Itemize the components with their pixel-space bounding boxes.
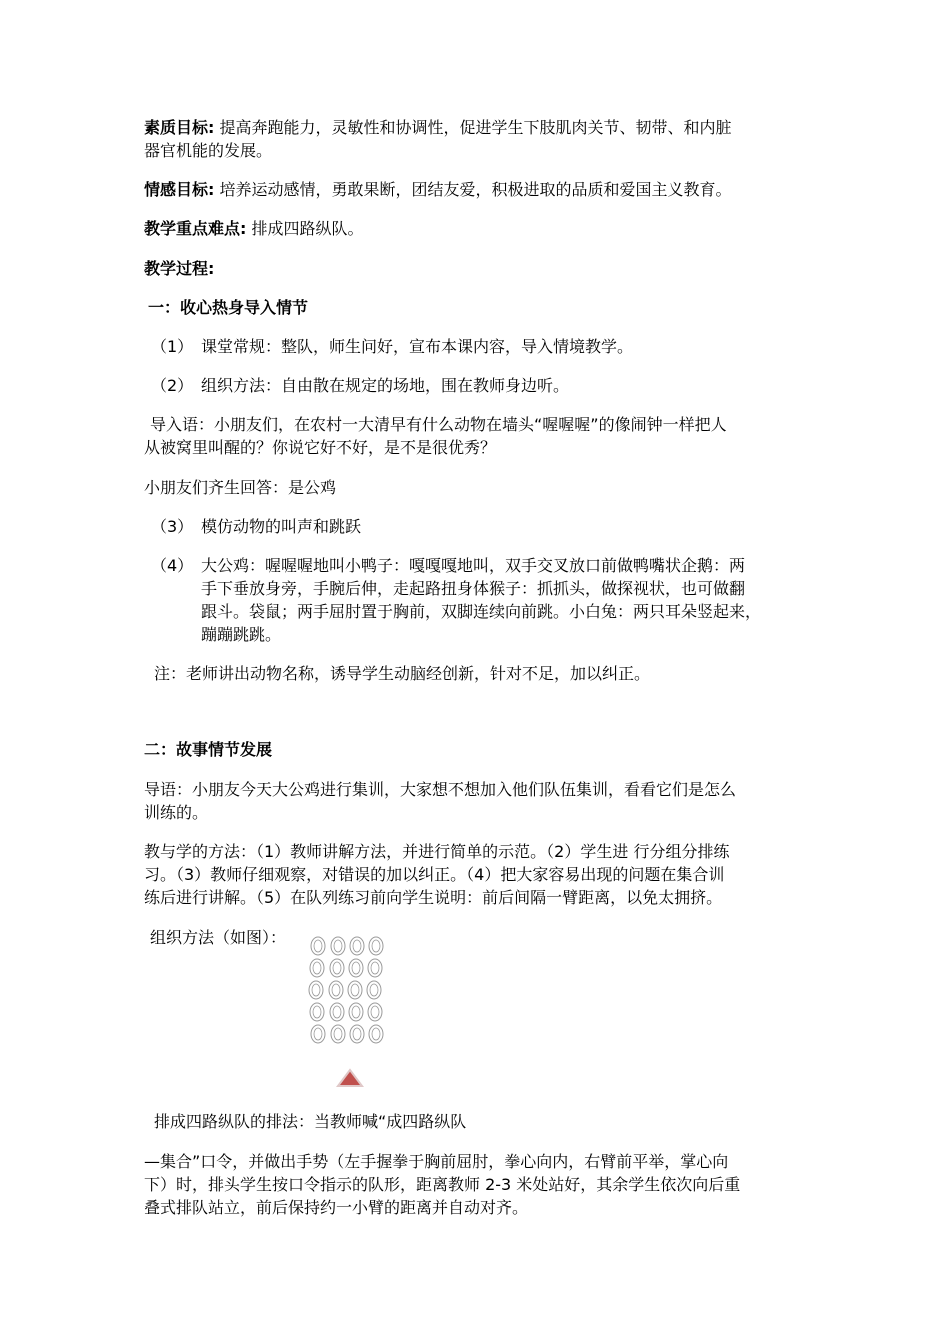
student-marker-inner [313,962,321,974]
section1-note: 注：老师讲出动物名称，诱导学生动脑经创新，针对不足，加以纠正。 [154,664,651,683]
section1-heading: 一：收心热身导入情节 [148,298,309,317]
quality-goal-line1 [144,116,812,139]
student-marker-inner [314,1028,322,1040]
methods-line1: 教与学的方法：（1）教师讲解方法，并进行简单的示范。（2）学生进 行分组分排练 [144,842,730,861]
key-points-text: 排成四路纵队。 [251,219,364,238]
intro-line2: 从被窝里叫醒的？你说它好不好，是不是很优秀？ [144,438,497,457]
student-marker-inner [313,1006,321,1018]
quality-goal-text: 提高奔跑能力，灵敏性和协调性，促进学生下肢肌肉关节、韧带、和内脏 [219,118,732,137]
student-marker-inner [314,940,322,952]
intro-line1: 导入语：小朋友们，在农村一大清早有什么动物在墙头“喔喔喔”的像闹钟一样把人 [150,415,727,434]
section2-heading: 二：故事情节发展 [144,740,273,759]
formation-diagram [300,930,400,1090]
student-formation [309,937,383,1043]
item4-line3: 跟斗。袋鼠；两手屈肘置于胸前，双脚连续向前跳。小白兔：两只耳朵竖起来， [201,602,762,621]
methods-line2: 习。（3）教师仔细观察，对错误的加以纠正。（4）把大家容易出现的问题在集合训 [144,865,725,884]
student-marker-inner [353,940,361,952]
item1-number: （1） [151,337,194,356]
organization-label: 组织方法（如图）： [150,928,287,947]
student-marker-inner [332,984,340,996]
guide-line1: 导语：小朋友今天大公鸡进行集训，大家想不想加入他们队伍集训，看看它们是怎么 [144,780,737,799]
student-marker-inner [371,962,379,974]
student-marker-inner [370,984,378,996]
student-marker-inner [334,1028,342,1040]
student-marker-inner [333,1006,341,1018]
teacher-marker [338,1070,362,1086]
student-marker-inner [352,962,360,974]
student-answer: 小朋友们齐生回答：是公鸡 [144,478,337,497]
student-marker-inner [352,1006,360,1018]
student-marker-inner [334,940,342,952]
item3-text: 模仿动物的叫声和跳跃 [201,517,362,536]
guide-line2: 训练的。 [144,803,209,822]
student-marker-inner [333,962,341,974]
student-marker-inner [353,1028,361,1040]
student-marker-inner [351,984,359,996]
final-line3: 叠式排队站立，前后保持约一小臂的距离并自动对齐。 [144,1198,529,1217]
emotion-goal-text: 培养运动感情，勇敢果断，团结友爱，积极进取的品质和爱国主义教育。 [219,180,732,199]
process-heading: 教学过程: [144,259,215,278]
methods-line3: 练后进行讲解。（5）在队列练习前向学生说明：前后间隔一臂距离，以免太拥挤。 [144,888,723,907]
key-points [144,217,812,240]
key-points-label: 教学重点难点: [144,219,247,238]
item3-number: （3） [151,517,194,536]
item4-line2: 手下垂放身旁，手腕后伸，走起路扭身体猴子：抓抓头，做探视状，也可做翻 [201,579,746,598]
student-marker-inner [372,1028,380,1040]
emotion-goal [144,178,812,201]
formation-caption: 排成四路纵队的排法：当教师喊“成四路纵队 [154,1112,467,1131]
student-marker-inner [312,984,320,996]
final-line2: 下）时，排头学生按口令指示的队形，距离教师 2-3 米处站好，其余学生依次向后重 [144,1175,741,1194]
quality-goal-line2: 器官机能的发展。 [144,141,273,160]
quality-goal-label: 素质目标: [144,118,215,137]
item4-line1: 大公鸡：喔喔喔地叫小鸭子：嘎嘎嘎地叫，双手交叉放口前做鸭嘴状企鹅：两 [201,556,746,575]
item2-text: 组织方法：自由散在规定的场地，围在教师身边听。 [201,376,570,395]
student-marker-inner [372,940,380,952]
item1-text: 课堂常规：整队，师生问好，宣布本课内容，导入情境教学。 [201,337,634,356]
emotion-goal-label: 情感目标: [144,180,215,199]
item4-number: （4） [151,556,194,575]
item2-number: （2） [151,376,194,395]
item4-line4: 蹦蹦跳跳。 [201,625,282,644]
student-marker-inner [371,1006,379,1018]
final-line1: —集合”口令，并做出手势（左手握拳于胸前屈肘，拳心向内，右臂前平举，掌心向 [144,1152,729,1171]
